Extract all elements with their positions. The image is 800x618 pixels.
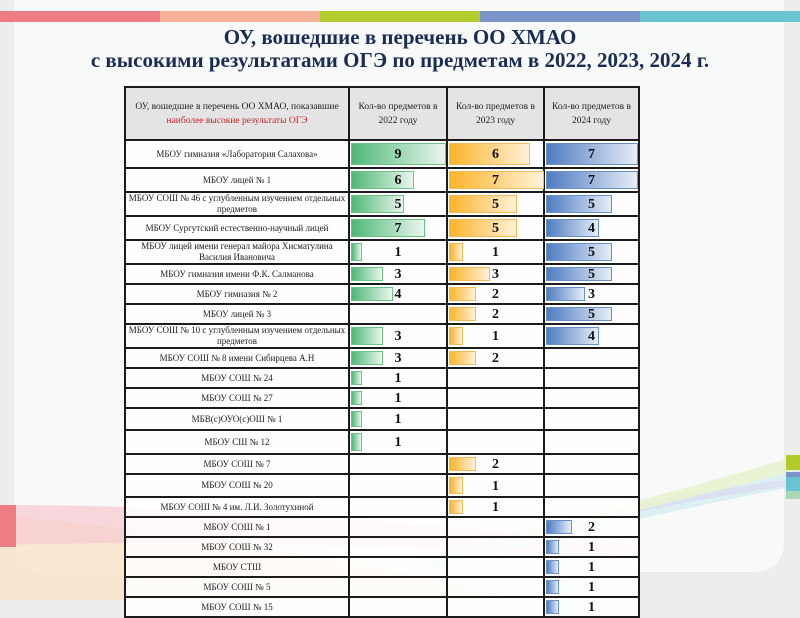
y2024-count-value: 1 <box>588 560 595 575</box>
school-name-cell: МБОУ СОШ № 4 им. Л.И. Золотухиной <box>125 497 349 517</box>
y2023-count-value: 5 <box>492 197 499 212</box>
y2023-count-value: 2 <box>492 287 499 302</box>
table-row <box>125 408 639 430</box>
y2024-count-cell <box>544 168 639 192</box>
y2023-count-value: 7 <box>492 173 499 188</box>
table-row <box>125 597 639 617</box>
y2023-count-value: 5 <box>492 221 499 236</box>
y2023-count-cell <box>447 517 544 537</box>
school-name-cell: МБОУ СОШ № 10 с углубленным изучением отдельных предметов <box>125 324 349 348</box>
y2024-count-value: 5 <box>588 197 595 212</box>
y2022-count-value: 5 <box>394 197 402 212</box>
y2023-count-cell <box>447 474 544 497</box>
title-line-2: с высокими результатами ОГЭ по предметам в 2022, 2023, 2024 г. <box>90 48 710 72</box>
y2024-count-cell <box>544 454 639 474</box>
y2022-count-cell <box>349 324 447 348</box>
y2024-count-value: 1 <box>588 600 595 615</box>
school-name-cell: МБОУ лицей № 3 <box>125 304 349 324</box>
school-name-cell: МБОУ СОШ № 15 <box>125 597 349 617</box>
y2023-count-cell <box>447 168 544 192</box>
school-name-cell: МБОУ СОШ № 8 имени Сибирцева А.Н <box>125 348 349 368</box>
y2024-count-cell <box>544 240 639 264</box>
y2024-data-bar <box>546 580 559 594</box>
table-row <box>125 474 639 497</box>
y2022-count-cell <box>349 577 447 597</box>
table-body <box>125 140 639 617</box>
y2024-data-bar <box>546 307 612 321</box>
y2023-count-cell <box>447 430 544 454</box>
table-header-row <box>125 87 639 140</box>
header-school-text: ОУ, вошедшие в перечень ОО ХМАО, показавшие <box>135 101 339 112</box>
y2024-count-cell <box>544 324 639 348</box>
y2023-count-value: 1 <box>492 329 499 344</box>
y2022-count-cell <box>349 284 447 304</box>
header-2023-text: Кол-во предметов в 2023 году <box>455 101 536 126</box>
stripe-segment <box>640 11 800 22</box>
y2023-count-value: 1 <box>492 500 499 515</box>
y2024-count-cell <box>544 388 639 408</box>
header-2022 <box>349 87 447 140</box>
y2024-count-cell <box>544 597 639 617</box>
school-name-cell: МБОУ гимназия «Лаборатория Салахова» <box>125 140 349 168</box>
y2022-data-bar <box>351 287 393 301</box>
table-row <box>125 577 639 597</box>
school-name-cell: МБОУ лицей № 1 <box>125 168 349 192</box>
y2022-count-cell <box>349 597 447 617</box>
y2024-count-cell <box>544 284 639 304</box>
y2022-data-bar <box>351 391 362 405</box>
y2022-data-bar <box>351 243 362 261</box>
y2022-count-cell <box>349 192 447 216</box>
y2023-count-cell <box>447 240 544 264</box>
table-row <box>125 517 639 537</box>
y2023-count-value: 6 <box>492 147 499 162</box>
y2022-count-value: 4 <box>394 287 402 302</box>
y2022-count-value: 1 <box>394 371 402 386</box>
y2022-count-cell <box>349 264 447 284</box>
y2024-count-cell <box>544 192 639 216</box>
y2023-count-cell <box>447 388 544 408</box>
y2024-count-value: 1 <box>588 540 595 555</box>
y2023-count-cell <box>447 368 544 388</box>
y2022-data-bar <box>351 433 362 451</box>
y2022-data-bar <box>351 171 414 189</box>
y2023-count-cell <box>447 454 544 474</box>
y2023-data-bar <box>449 267 490 281</box>
table-row <box>125 324 639 348</box>
y2023-count-cell <box>447 284 544 304</box>
y2022-count-cell <box>349 408 447 430</box>
y2023-count-value: 2 <box>492 351 499 366</box>
y2023-data-bar <box>449 287 476 301</box>
y2024-count-cell <box>544 537 639 557</box>
y2024-count-value: 5 <box>588 245 595 260</box>
y2023-count-cell <box>447 577 544 597</box>
y2022-count-cell <box>349 240 447 264</box>
y2023-data-bar <box>449 477 463 494</box>
y2024-count-cell <box>544 497 639 517</box>
table-row <box>125 304 639 324</box>
school-name-cell: МБОУ СОШ № 7 <box>125 454 349 474</box>
table-row <box>125 240 639 264</box>
header-school <box>125 87 349 140</box>
header-school-highlight: наиболее высокие результаты ОГЭ <box>166 115 308 126</box>
y2024-count-cell <box>544 474 639 497</box>
y2022-count-cell <box>349 497 447 517</box>
school-name-cell: МБОУ СОШ № 1 <box>125 517 349 537</box>
y2022-count-cell <box>349 216 447 240</box>
y2022-count-cell <box>349 304 447 324</box>
y2024-count-cell <box>544 517 639 537</box>
table-row <box>125 140 639 168</box>
table-row <box>125 348 639 368</box>
header-2022-text: Кол-во предметов в 2022 году <box>358 101 438 126</box>
table-row <box>125 216 639 240</box>
y2024-count-value: 4 <box>588 221 595 236</box>
y2023-count-cell <box>447 304 544 324</box>
table-row <box>125 454 639 474</box>
y2023-count-cell <box>447 537 544 557</box>
y2022-data-bar <box>351 219 425 237</box>
y2023-count-cell <box>447 192 544 216</box>
y2023-count-value: 3 <box>492 267 499 282</box>
y2022-count-cell <box>349 348 447 368</box>
school-name-cell: МБОУ СШ № 12 <box>125 430 349 454</box>
y2024-data-bar <box>546 287 585 301</box>
y2023-count-cell <box>447 264 544 284</box>
y2024-count-value: 7 <box>588 147 595 162</box>
y2024-count-cell <box>544 577 639 597</box>
y2022-count-value: 1 <box>394 435 402 450</box>
y2022-count-cell <box>349 537 447 557</box>
y2024-count-value: 1 <box>588 580 595 595</box>
y2022-data-bar <box>351 371 362 385</box>
y2023-count-value: 2 <box>492 457 499 472</box>
school-name-cell: МБОУ Сургутский естественно-научный лицей <box>125 216 349 240</box>
y2022-count-value: 9 <box>394 147 402 162</box>
y2023-data-bar <box>449 307 476 321</box>
table-row <box>125 388 639 408</box>
y2023-data-bar <box>449 195 517 213</box>
y2022-count-cell <box>349 368 447 388</box>
table-row <box>125 168 639 192</box>
school-name-cell: МБОУ СОШ № 24 <box>125 368 349 388</box>
table-row <box>125 537 639 557</box>
y2024-count-cell <box>544 304 639 324</box>
header-2024-text: Кол-во предметов в 2024 году <box>551 101 632 126</box>
y2022-count-cell <box>349 454 447 474</box>
school-name-cell: МБОУ гимназия № 2 <box>125 284 349 304</box>
y2024-data-bar <box>546 195 612 213</box>
school-name-cell: МБОУ гимназия имени Ф.К. Салманова <box>125 264 349 284</box>
table-row <box>125 557 639 577</box>
y2022-count-cell <box>349 430 447 454</box>
stripe-segment <box>480 11 640 22</box>
y2023-data-bar <box>449 457 476 471</box>
y2023-data-bar <box>449 327 463 345</box>
school-name-cell: МБОУ СОШ № 5 <box>125 577 349 597</box>
school-name-cell: МБОУ СОШ № 46 с углубленным изучением отдельных предметов <box>125 192 349 216</box>
y2023-data-bar <box>449 143 530 165</box>
stripe-segment <box>0 11 160 22</box>
y2022-count-cell <box>349 557 447 577</box>
y2022-data-bar <box>351 351 383 365</box>
y2023-data-bar <box>449 351 476 365</box>
y2023-count-cell <box>447 216 544 240</box>
y2024-count-cell <box>544 216 639 240</box>
slide-title <box>0 26 800 72</box>
y2024-count-value: 5 <box>588 307 595 322</box>
y2023-count-cell <box>447 408 544 430</box>
table-row <box>125 430 639 454</box>
y2024-data-bar <box>546 520 572 534</box>
y2022-count-cell <box>349 168 447 192</box>
y2024-data-bar <box>546 267 612 281</box>
school-name-cell: МБОУ СОШ № 27 <box>125 388 349 408</box>
y2024-count-value: 4 <box>588 329 595 344</box>
y2022-count-value: 1 <box>394 412 402 427</box>
y2024-data-bar <box>546 540 559 554</box>
y2023-data-bar <box>449 219 517 237</box>
y2023-count-cell <box>447 324 544 348</box>
results-table <box>124 86 640 618</box>
y2024-count-value: 7 <box>588 173 595 188</box>
stripe-segment <box>160 11 320 22</box>
school-name-cell: МБОУ СОШ № 20 <box>125 474 349 497</box>
school-name-cell: МБВ(с)ОУО(с)ОШ № 1 <box>125 408 349 430</box>
y2024-data-bar <box>546 243 612 261</box>
y2024-count-value: 2 <box>588 520 595 535</box>
y2024-count-cell <box>544 408 639 430</box>
y2023-count-cell <box>447 497 544 517</box>
header-2024 <box>544 87 639 140</box>
y2022-count-value: 3 <box>394 267 402 282</box>
y2024-count-cell <box>544 264 639 284</box>
y2023-data-bar <box>449 243 463 261</box>
y2022-data-bar <box>351 411 362 427</box>
table-row <box>125 264 639 284</box>
y2022-count-value: 6 <box>394 173 402 188</box>
y2022-count-value: 1 <box>394 391 402 406</box>
y2022-count-value: 3 <box>394 329 402 344</box>
y2024-count-cell <box>544 140 639 168</box>
y2023-count-cell <box>447 348 544 368</box>
y2023-data-bar <box>449 500 463 514</box>
y2022-count-cell <box>349 388 447 408</box>
y2024-count-cell <box>544 348 639 368</box>
y2023-count-value: 1 <box>492 478 499 494</box>
school-name-cell: МБОУ СТШ <box>125 557 349 577</box>
y2022-count-value: 3 <box>394 351 402 366</box>
y2022-data-bar <box>351 267 383 281</box>
y2024-count-cell <box>544 368 639 388</box>
header-2023 <box>447 87 544 140</box>
y2023-count-value: 1 <box>492 245 499 260</box>
y2024-count-cell <box>544 430 639 454</box>
table-row <box>125 368 639 388</box>
y2022-count-cell <box>349 140 447 168</box>
school-name-cell: МБОУ лицей имени генерал майора Хисматулина Василия Ивановича <box>125 240 349 264</box>
table-row <box>125 497 639 517</box>
school-name-cell: МБОУ СОШ № 32 <box>125 537 349 557</box>
y2022-data-bar <box>351 327 383 345</box>
y2024-data-bar <box>546 600 559 614</box>
color-stripe-bar <box>0 11 800 22</box>
y2022-count-cell <box>349 474 447 497</box>
y2024-count-cell <box>544 557 639 577</box>
y2024-count-value: 3 <box>588 287 595 302</box>
y2024-data-bar <box>546 560 559 574</box>
y2022-count-value: 7 <box>394 221 402 236</box>
title-line-1: ОУ, вошедшие в перечень ОО ХМАО <box>223 25 577 49</box>
y2023-count-cell <box>447 557 544 577</box>
y2022-count-value: 1 <box>394 245 402 260</box>
y2024-count-value: 5 <box>588 267 595 282</box>
y2023-count-cell <box>447 597 544 617</box>
y2022-count-cell <box>349 517 447 537</box>
table-row <box>125 284 639 304</box>
y2023-count-value: 2 <box>492 307 499 322</box>
table-row <box>125 192 639 216</box>
stripe-segment <box>320 11 480 22</box>
y2023-count-cell <box>447 140 544 168</box>
